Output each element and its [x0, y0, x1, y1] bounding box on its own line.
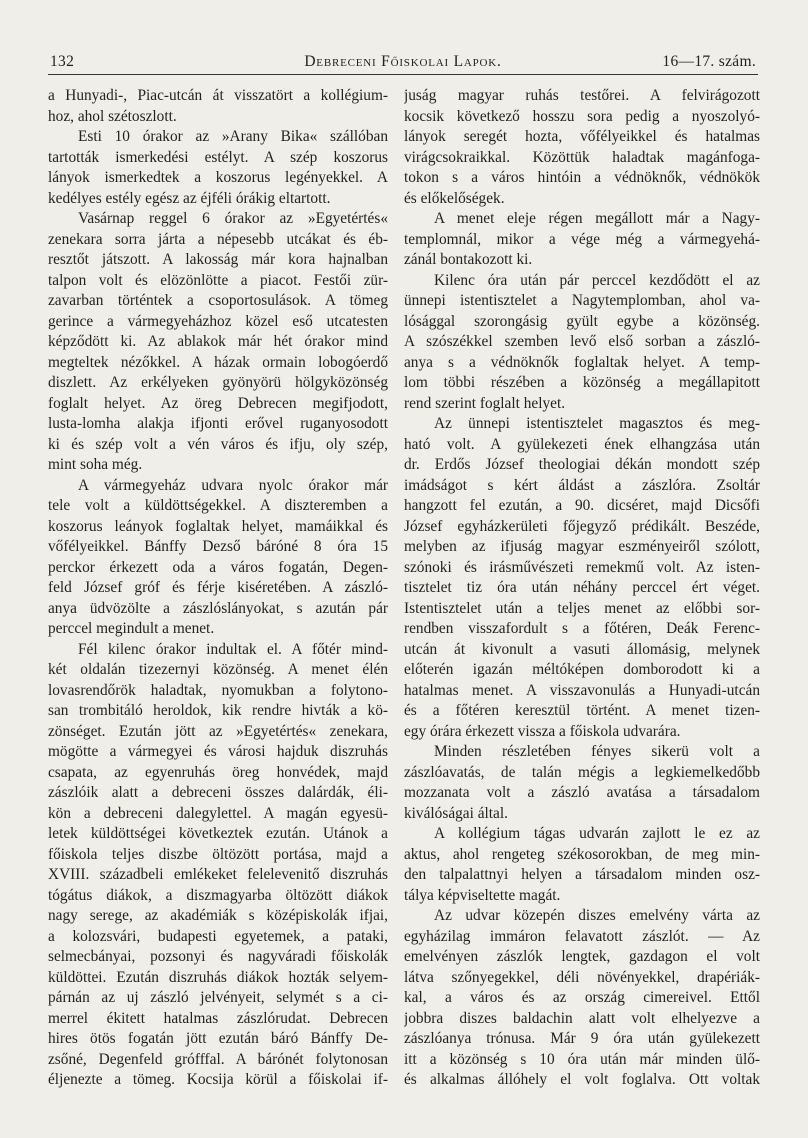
- text-line: selmecbányai, pozsonyi és nagyváradi főiskolák: [48, 948, 388, 965]
- text-line: előterén igazán méltóképen domborodott ki a: [404, 661, 760, 678]
- text-line: kal, a város és az ország cimereivel. Ettől: [404, 989, 760, 1006]
- text-line: megteltek nézőkkel. A házak ormain lobogóerdő: [48, 353, 388, 371]
- text-line: lom többi részében a közönség a megállapitott: [404, 374, 760, 391]
- text-line: és előkelőségek.: [404, 189, 505, 207]
- text-line: Vasárnap reggel 6 órakor az »Egyetértés«: [78, 210, 388, 227]
- text-line: két oldalán tizezernyi közönség. A menet élén: [48, 661, 388, 678]
- text-line: mozzanata volt a zászló avatása a társadalom: [404, 784, 760, 801]
- text-line: juság magyar ruhás testőrei. A felvirágozott: [404, 87, 760, 104]
- text-line: merrel ékitett hatalmas zászlórudat. Debrecen: [48, 1009, 388, 1027]
- text-line: A vármegyeház udvara nyolc órakor már: [78, 476, 388, 494]
- text-line: kön a debreceni dalegylettel. A magán egyesü-: [48, 804, 388, 822]
- journal-title: Debreceni Főiskolai Lapok.: [304, 53, 502, 70]
- text-line: rend szerint foglalt helyet.: [404, 394, 566, 412]
- text-line: egy órára érkezett vissza a főiskola udvarára.: [404, 722, 681, 740]
- text-line: nagy serege, az akadémiák s középiskolák ifjai,: [48, 907, 388, 924]
- text-line: tógátus diákok, a diszmagyarba öltözött diákok: [48, 886, 388, 904]
- text-line: anya s a védnöknők foglaltak helyet. A temp-: [404, 353, 760, 371]
- text-line: jobbra diszes baldachin alatt volt elhelyezve a: [404, 1009, 760, 1027]
- text-line: csapata, az egyenruhás öreg honvédek, majd: [48, 763, 388, 781]
- text-line: küldöttei. Ezután diszruhás diákok hozták selyem-: [48, 968, 388, 986]
- text-line: Kilenc óra után pár perccel kezdődött el az: [434, 271, 760, 289]
- text-line: vőfélyeikkel. Bánffy Dezső báróné 8 óra 15: [48, 538, 388, 555]
- text-line: és a főtéren keresztül történt. A menet tizen-: [404, 702, 760, 719]
- text-line: tele volt a küldöttségekkel. A diszteremben a: [48, 497, 388, 514]
- text-line: a Hunyadi-, Piac-utcán át visszatört a kollégium-: [48, 87, 388, 104]
- text-line: zászlóik alatt a debreceni összes dalárdák, éli-: [48, 784, 388, 801]
- text-line: kiválóságai által.: [404, 804, 508, 822]
- text-line: letek küldöttségei következtek ezután. Utánok a: [48, 825, 388, 842]
- text-line: XVIII. századbeli emlékeket felelevenitő diszruhás: [48, 866, 388, 883]
- text-line: mint soha még.: [48, 456, 143, 473]
- text-line: és alkalmas állóhely el volt foglalva. Ott voltak: [404, 1071, 760, 1088]
- text-line: párnán az uj zászló jelvényeit, selymét s a ci-: [48, 989, 388, 1006]
- text-line: san trombitáló heroldok, kik rendre hivták a kö-: [48, 702, 388, 719]
- text-line: resztőt játszott. A lakosság már kora hajnalban: [48, 251, 388, 268]
- left-column: [48, 86, 388, 1126]
- text-line: hatalmas menet. A visszavonulás a Hunyadi-utcán: [404, 681, 760, 699]
- text-line: Esti 10 órakor az »Arany Bika« szállóban: [78, 128, 388, 145]
- text-line: tokon s a város hintóin a védnöknők, védnökök: [404, 169, 760, 186]
- text-line: Istentisztelet után a teljes menet az előbbi sor-: [404, 599, 760, 617]
- text-line: mögötte a vármegyei és városi hajduk diszruhás: [48, 743, 388, 760]
- text-line: utcán át kivonult a vasuti állomásig, melynek: [404, 640, 760, 658]
- text-line: ki és szép volt a vén város és ifju, oly szép,: [48, 435, 388, 453]
- text-line: anya üdvözölte a zászlóslányokat, s azután pár: [48, 599, 388, 617]
- text-line: ünnepi istentisztelet a Nagytemplomban, ahol va-: [404, 292, 760, 309]
- text-line: A kollégium tágas udvarán zajlott le ez az: [434, 825, 760, 842]
- text-line: emelvényen zászlók lengtek, gazdagon el volt: [404, 948, 760, 965]
- text-line: lányok ismerkedtek a koszorus legényekkel. A: [48, 169, 388, 186]
- text-line: zenekara sorra járta a népesebb utcákat és éb-: [48, 230, 388, 248]
- text-line: perckor érkezett oda a város fogatán, Degen-: [48, 558, 388, 576]
- text-line: dr. Erdős József theologiai dékán mondott szép: [404, 456, 760, 473]
- text-line: aktus, ahol rengeteg székosorokban, de meg min-: [404, 845, 760, 863]
- text-line: Az ünnepi istentisztelet magasztos és meg-: [434, 415, 760, 432]
- text-line: lusta-lomha alakja ifjonti erővel ruganyosodott: [48, 415, 388, 432]
- text-line: foglalt helyet. Az öreg Debrecen megifjodott,: [48, 394, 388, 412]
- running-header: [48, 48, 758, 75]
- text-line: koszorus leányok foglaltak helyet, mamáikkal és: [48, 517, 388, 535]
- text-line: egyházilag immáron felavatott zászlót. — Az: [404, 927, 760, 945]
- text-line: zsőné, Degenfeld grófffal. A bárónét folytonosan: [48, 1050, 388, 1068]
- issue-number: 16—17. szám.: [662, 53, 756, 70]
- text-line: hires ötös fogatán jött ezután báró Bánffy De-: [48, 1030, 388, 1047]
- text-line: kocsik következő hosszu sora pedig a nyoszolyó-: [404, 107, 760, 125]
- text-line: rendben visszafordult s a főtéren, Deák Ferenc-: [404, 620, 760, 637]
- text-line: feld József gróf és férje kiséretében. A zászló-: [48, 579, 388, 596]
- text-line: szónoki és irásművészeti remekmű volt. Az isten-: [404, 558, 760, 576]
- text-line: József egyházkerületi főjegyző prédikált. Beszéde,: [404, 517, 760, 535]
- text-line: kedélyes estély egész az éjféli órákig eltartott.: [48, 189, 331, 207]
- text-line: képződött ki. Az ablakok már hét órakor mind: [48, 333, 388, 350]
- text-line: lányok seregét hozta, vőfélyeikkel és hatalmas: [404, 128, 760, 145]
- text-line: zánál bontakozott ki.: [404, 251, 533, 268]
- text-line: éljenezte a tömeg. Kocsija körül a főiskolai if-: [48, 1071, 388, 1088]
- text-line: virágcsokraikkal. Közöttük haladtak magánfoga-: [404, 148, 760, 166]
- text-line: látva szőnyegekkel, déli növényekkel, drapériák-: [404, 968, 760, 986]
- text-line: itt a közönség s 10 óra után már minden ülő-: [404, 1050, 760, 1068]
- text-line: zászlóavatás, de talán mégis a legkiemelkedőbb: [404, 763, 760, 781]
- text-line: Az udvar közepén diszes emelvény várta az: [434, 907, 760, 924]
- text-line: perccel megindult a menet.: [48, 620, 215, 637]
- text-line: főiskola teljes diszbe öltözött portása, majd a: [48, 845, 388, 863]
- text-line: A menet eleje régen megállott már a Nagy-: [434, 210, 760, 227]
- text-line: a kolozsvári, budapesti egyetemek, a pataki,: [48, 927, 388, 945]
- text-line: melyben az ifjuság magyar eszményeiről szólott,: [404, 538, 760, 555]
- text-line: Minden részletében fényes sikerü volt a: [434, 743, 760, 760]
- text-line: A szószékkel szemben levő első sorban a zászló-: [404, 333, 760, 350]
- right-column: [404, 86, 760, 1126]
- text-line: den talpalattnyi helyen a társadalom minden osz-: [404, 866, 760, 883]
- text-line: hangzott fel ezután, a 90. dicséret, majd Dicsőfi: [404, 497, 760, 514]
- text-line: templomnál, mikor a vége még a vármegyehá-: [404, 230, 760, 248]
- text-line: zavarban történtek a csoportosulások. A tömeg: [48, 292, 388, 309]
- text-line: ható volt. A gyülekezeti ének elhangzása után: [404, 435, 760, 453]
- text-line: tisztelet tiz óra után néhány perccel ért véget.: [404, 579, 760, 596]
- text-line: zönséget. Ezután jött az »Egyetértés« zenekara,: [48, 722, 388, 740]
- text-line: tálya képviseltette magát.: [404, 886, 561, 904]
- page-number: 132: [50, 53, 75, 70]
- text-line: tartották ismerkedési estélyt. A szép koszorus: [48, 148, 388, 166]
- text-line: gerince a vármegyeházhoz közel eső utcatesten: [48, 312, 388, 330]
- text-line: hoz, ahol szétoszlott.: [48, 107, 177, 125]
- text-line: lovasrendőrök haladtak, nyomukban a folytono-: [48, 681, 388, 699]
- text-line: zászlóanya trónusa. Már 9 óra után gyülekezett: [404, 1030, 760, 1047]
- text-line: imádságot s kért áldást a zászlóra. Zsoltár: [404, 476, 760, 494]
- text-line: lósággal szorongásig gyült egybe a közönség.: [404, 312, 760, 330]
- text-line: Fél kilenc órakor indultak el. A főtér mind-: [78, 640, 388, 658]
- text-line: diszlett. Az erkélyeken gyönyörü hölgyközönség: [48, 374, 388, 391]
- text-line: talpon volt és elözönlötte a piacot. Festői zür-: [48, 271, 388, 289]
